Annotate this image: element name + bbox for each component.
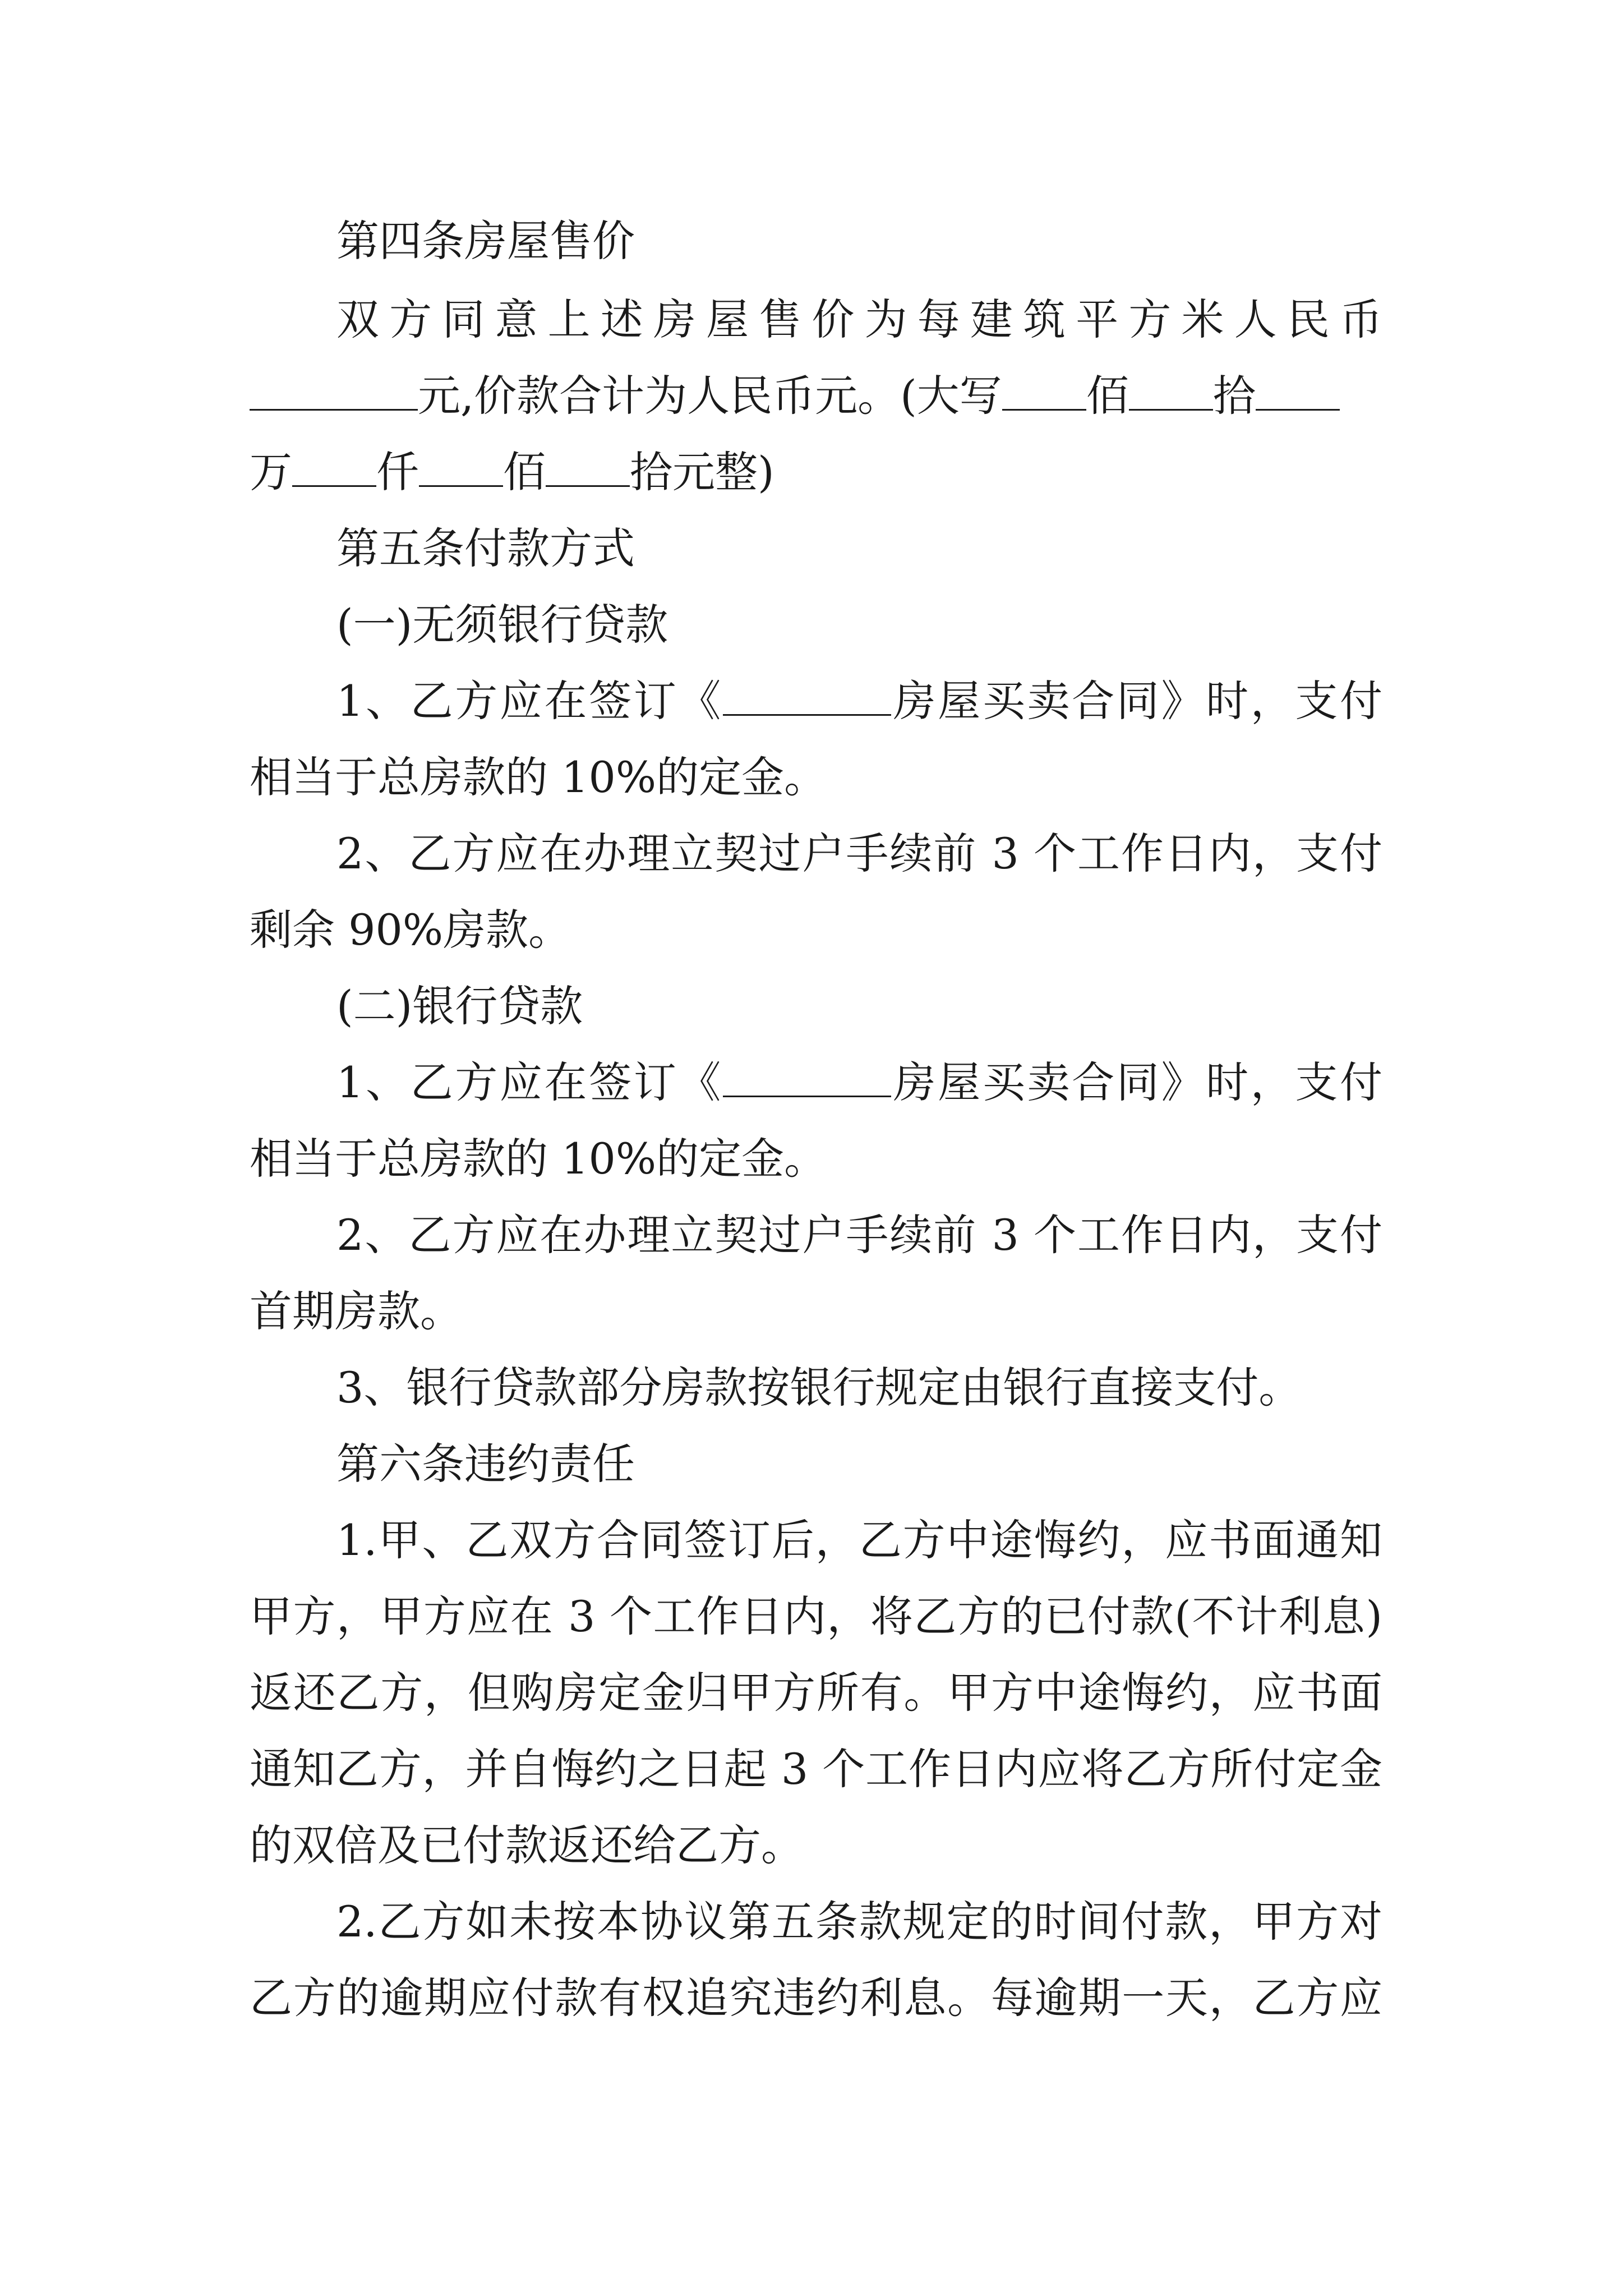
- clause-line: 返还乙方，但购房定金归甲方所有。甲方中途悔约，应书面: [250, 1668, 1382, 1718]
- fill-blank: [1129, 370, 1213, 411]
- clause-line: 1、乙方应在签订《 房屋买卖合同》时，支付: [336, 1057, 1382, 1107]
- fill-blank: [723, 1056, 891, 1097]
- section-heading: (一)无须银行贷款: [336, 600, 668, 650]
- section-heading: (二)银行贷款: [336, 981, 583, 1031]
- clause-line: 2、乙方应在办理立契过户手续前 3 个工作日内，支付: [336, 1210, 1382, 1260]
- clause-line: 相当于总房款的 10%的定金。: [250, 1134, 827, 1184]
- article-5-heading: 第五条付款方式: [336, 523, 635, 573]
- clause-line: 相当于总房款的 10%的定金。: [250, 752, 827, 802]
- fill-blank: [723, 675, 891, 716]
- fill-blank: [1002, 370, 1086, 411]
- fill-blank: [419, 446, 503, 487]
- clause-line: 通知乙方，并自悔约之日起 3 个工作日内应将乙方所付定金: [250, 1744, 1382, 1794]
- clause-line: 乙方的逾期应付款有权追究违约利息。每逾期一天，乙方应: [250, 1973, 1382, 2023]
- clause-line: 剩余 90%房款。: [250, 905, 571, 955]
- clause-line: 2.乙方如未按本协议第五条款规定的时间付款，甲方对: [336, 1897, 1382, 1947]
- article-4-paragraph-line: 元,价款合计为人民币元。(大写 佰 拾: [250, 368, 1382, 424]
- article-6-heading: 第六条违约责任: [336, 1439, 635, 1489]
- clause-line: 的双倍及已付款返还给乙方。: [250, 1820, 804, 1870]
- clause-line: 首期房款。: [250, 1286, 463, 1336]
- clause-line: 甲方，甲方应在 3 个工作日内，将乙方的已付款(不计利息): [250, 1591, 1382, 1641]
- fill-blank: [546, 446, 630, 487]
- clause-line: 1、乙方应在签订《 房屋买卖合同》时，支付: [336, 676, 1382, 726]
- clause-line: 3、银行贷款部分房款按银行规定由银行直接支付。: [336, 1363, 1302, 1412]
- fill-blank: [1256, 370, 1340, 411]
- fill-blank: [250, 370, 418, 411]
- clause-line: 2、乙方应在办理立契过户手续前 3 个工作日内，支付: [336, 829, 1382, 878]
- clause-line: 1.甲、乙双方合同签订后，乙方中途悔约，应书面通知: [336, 1515, 1382, 1565]
- article-4-heading: 第四条房屋售价: [336, 216, 635, 266]
- article-4-paragraph-line: 万 仟 佰 拾元整): [250, 447, 774, 497]
- fill-blank: [292, 446, 376, 487]
- article-4-paragraph-line: 双方同意上述房屋售价为每建筑平方米人民币: [336, 295, 1382, 344]
